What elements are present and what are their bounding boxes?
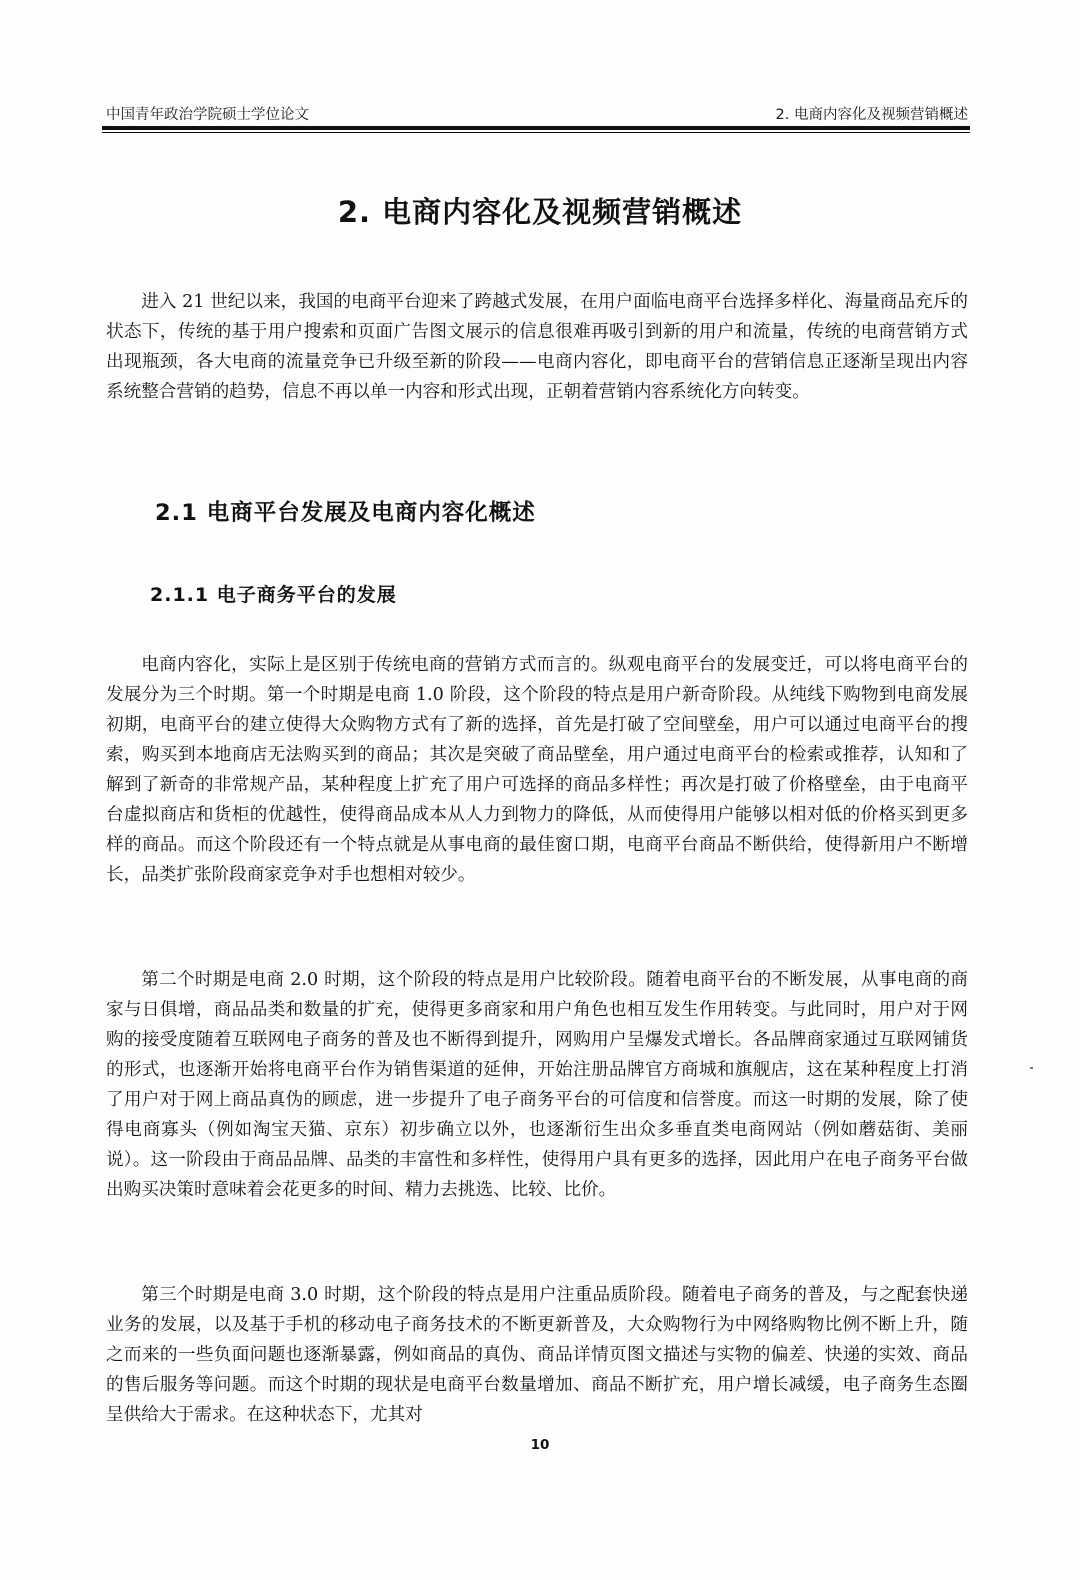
header-thesis-name: 中国青年政治学院硕士学位论文 bbox=[106, 107, 309, 123]
intro-paragraph: 进入 21 世纪以来，我国的电商平台迎来了跨越式发展，在用户面临电商平台选择多样化、海量商品充斥的状态下，传统的基于用户搜索和页面广告图文展示的信息很难再吸引到新的用户和流量，传统的电商营销方式出现瓶颈，各大电商的流量竞争已升级至新的阶段——电商内容化，即电商平台的营销信息正逐渐呈现出内容系统整合营销的趋势，信息不再以单一内容和形式出现，正朝着营销内容系统化方向转变。 bbox=[106, 292, 968, 402]
body-paragraph-2: 第二个时期是电商 2.0 时期，这个阶段的特点是用户比较阶段。随着电商平台的不断发展，从事电商的商家与日俱增，商品品类和数量的扩充，使得更多商家和用户角色也相互发生作用转变。与此同时，用户对于网购的接受度随着互联网电子商务的普及也不断得到提升，网购用户呈爆发式增长。各品牌商家通过互联网铺货的形式，也逐渐开始将电商平台作为销售渠道的延伸，开始注册品牌官方商城和旗舰店，这在某种程度上打消了用户对于网上商品真伪的顾虑，进一步提升了电子商务平台的可信度和信誉度。而这一时期的发展，除了使得电商寡头（例如淘宝天猫、京东）初步确立以外，也逐渐衍生出众多垂直类电商网站（例如蘑菇街、美丽说）。这一阶段由于商品品牌、品类的丰富性和多样性，使得用户具有更多的选择，因此用户在电子商务平台做出购买决策时意味着会花更多的时间、精力去挑选、比较、比价。 bbox=[106, 970, 968, 1200]
chapter-title: 2. 电商内容化及视频营销概述 bbox=[337, 195, 743, 229]
section-title: 2.1 电商平台发展及电商内容化概述 bbox=[155, 500, 536, 526]
body-paragraph-1: 电商内容化，实际上是区别于传统电商的营销方式而言的。纵观电商平台的发展变迁，可以将电商平台的发展分为三个时期。第一个时期是电商 1.0 阶段，这个阶段的特点是用户新奇阶段。从纯线下购物到电商发展初期，电商平台的建立使得大众购物方式有了新的选择，首先是打破了空间壁垒，用户可以通过电商平台的搜索，购买到本地商店无法购买到的商品；其次是突破了商品壁垒，用户通过电商平台的检索或推荐，认知和了解到了新奇的非常规产品，某种程度上扩充了用户可选择的商品多样性；再次是打破了价格壁垒，由于电商平台虚拟商店和货柜的优越性，使得商品成本从人力到物力的降低，从而使得用户能够以相对低的价格买到更多样的商品。而这个阶段还有一个特点就是从事电商的最佳窗口期，电商平台商品不断供给，使得新用户不断增长，品类扩张阶段商家竞争对手也想相对较少。 bbox=[106, 655, 968, 885]
page-number: 10 bbox=[530, 1437, 550, 1453]
header-chapter-name: 2. 电商内容化及视频营销概述 bbox=[775, 107, 968, 123]
header-rule-thin bbox=[102, 132, 970, 133]
subsection-title: 2.1.1 电子商务平台的发展 bbox=[150, 584, 397, 606]
running-header bbox=[106, 103, 968, 125]
scan-speck bbox=[1030, 1067, 1033, 1069]
body-paragraph-3: 第三个时期是电商 3.0 时期，这个阶段的特点是用户注重品质阶段。随着电子商务的普及，与之配套快递业务的发展，以及基于手机的移动电子商务技术的不断更新普及，大众购物行为中网络购物比例不断上升，随之而来的一些负面问题也逐渐暴露，例如商品的真伪、商品详情页图文描述与实物的偏差、快递的实效、商品的售后服务等问题。而这个时期的现状是电商平台数量增加、商品不断扩充，用户增长减缓，电子商务生态圈呈供给大于需求。在这种状态下，尤其对 bbox=[106, 1285, 968, 1425]
header-rule-thick bbox=[102, 126, 970, 130]
